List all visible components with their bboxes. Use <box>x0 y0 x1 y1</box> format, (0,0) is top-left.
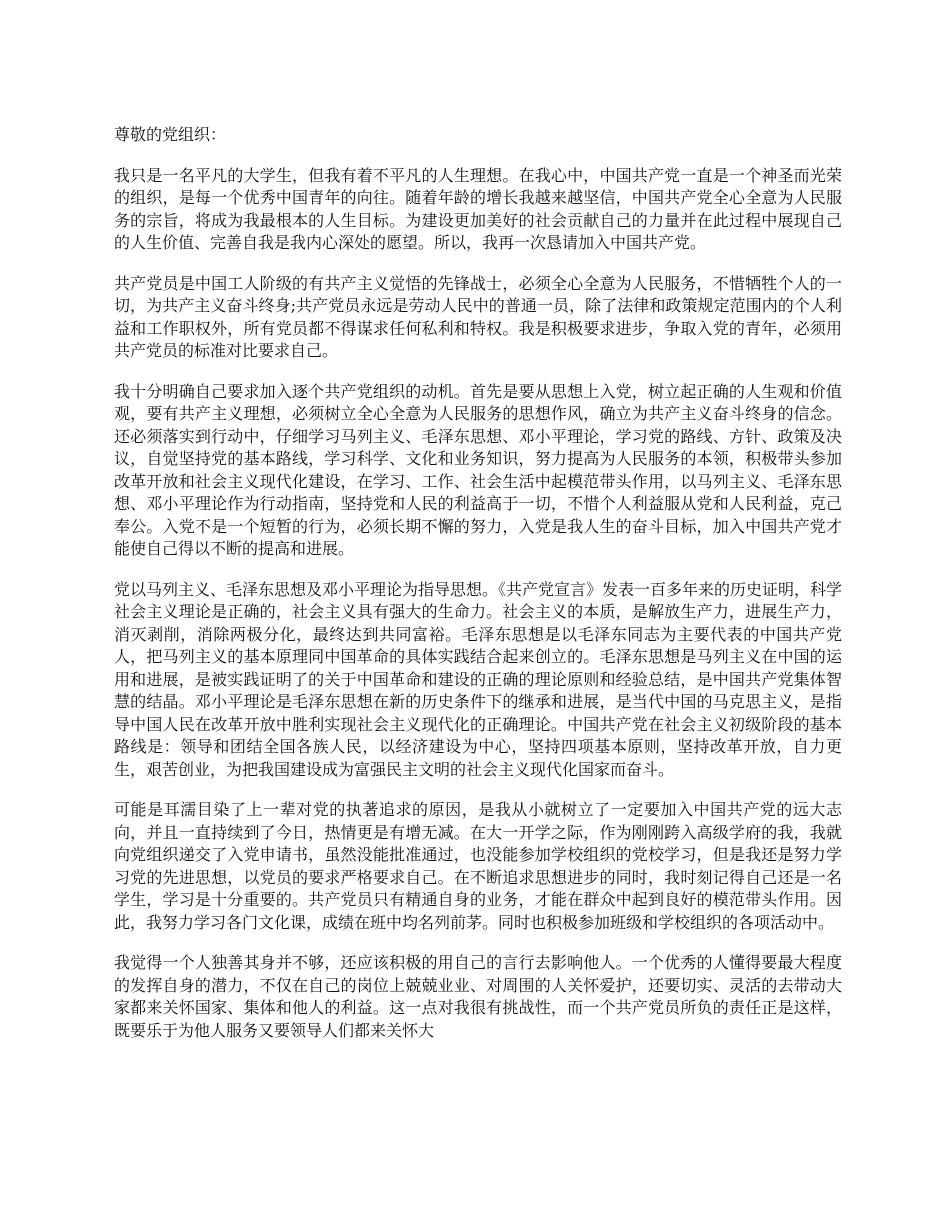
letter-page <box>114 124 842 1060</box>
paragraph-6: 我觉得一个人独善其身并不够，还应该积极的用自己的言行去影响他人。一个优秀的人懂得要最大程度的发挥自身的潜力，不仅在自己的岗位上兢兢业业、对周围的人关怀爱护，还要切实、灵活的去带动大家都来关怀国家、集体和他人的利益。这一点对我很有挑战性，而一个共产党员所负的责任正是这样，既要乐于为他人服务又要领导人们都来关怀大 <box>114 953 842 1040</box>
paragraph-1: 我只是一名平凡的大学生，但我有着不平凡的人生理想。在我心中，中国共产党一直是一个神圣而光荣的组织，是每一个优秀中国青年的向往。随着年龄的增长我越来越坚信，中国共产党全心全意为人民服务的宗旨，将成为我最根本的人生目标。为建设更加美好的社会贡献自己的力量并在此过程中展现自己的人生价值、完善自我是我内心深处的愿望。所以，我再一次恳请加入中国共产党。 <box>114 165 842 252</box>
paragraph-3: 我十分明确自己要求加入逐个共产党组织的动机。首先是要从思想上入党，树立起正确的人生观和价值观，要有共产主义理想，必须树立全心全意为人民服务的思想作风，确立为共产主义奋斗终身的信念。还必须落实到行动中，仔细学习马列主义、毛泽东思想、邓小平理论，学习党的路线、方针、政策及决议，自觉坚持党的基本路线，学习科学、文化和业务知识，努力提高为人民服务的本领，积极带头参加改革开放和社会主义现代化建设，在学习、工作、社会生活中起模范带头作用，以马列主义、毛泽东思想、邓小平理论作为行动指南，坚持党和人民的利益高于一切，不惜个人利益服从党和人民利益，克己奉公。入党不是一个短暂的行为，必须长期不懈的努力，入党是我人生的奋斗目标，加入中国共产党才能使自己得以不断的提高和进展。 <box>114 381 842 558</box>
paragraph-5: 可能是耳濡目染了上一辈对党的执著追求的原因，是我从小就树立了一定要加入中国共产党的远大志向，并且一直持续到了今日，热情更是有增无减。在大一开学之际，作为刚刚跨入高级学府的我，我就向党组织递交了入党申请书，虽然没能批准通过，也没能参加学校组织的党校学习，但是我还是努力学习党的先进思想，以党员的要求严格要求自己。在不断追求思想进步的同时，我时刻记得自己还是一名学生，学习是十分重要的。共产党员只有精通自身的业务，才能在群众中起到良好的模范带头作用。因此，我努力学习各门文化课，成绩在班中均名列前茅。同时也积极参加班级和学校组织的各项活动中。 <box>114 800 842 932</box>
salutation: 尊敬的党组织： <box>114 125 227 144</box>
paragraph-2: 共产党员是中国工人阶级的有共产主义觉悟的先锋战士，必须全心全意为人民服务，不惜牺牲个人的一切，为共产主义奋斗终身;共产党员永远是劳动人民中的普通一员，除了法律和政策规定范围内的个人利益和工作职权外，所有党员都不得谋求任何私利和特权。我是积极要求进步，争取入党的青年，必须用共产党员的标准对比要求自己。 <box>114 273 842 360</box>
paragraph-4: 党以马列主义、毛泽东思想及邓小平理论为指导思想。《共产党宣言》发表一百多年来的历史证明，科学社会主义理论是正确的，社会主义具有强大的生命力。社会主义的本质，是解放生产力，进展生产力，消灭剥削，消除两极分化，最终达到共同富裕。毛泽东思想是以毛泽东同志为主要代表的中国共产党人，把马列主义的基本原理同中国革命的具体实践结合起来创立的。毛泽东思想是马列主义在中国的运用和进展，是被实践证明了的关于中国革命和建设的正确的理论原则和经验总结，是中国共产党集体智慧的结晶。邓小平理论是毛泽东思想在新的历史条件下的继承和进展，是当代中国的马克思主义，是指导中国人民在改革开放中胜利实现社会主义现代化的正确理论。中国共产党在社会主义初级阶段的基本路线是：领导和团结全国各族人民，以经济建设为中心，坚持四项基本原则，坚持改革开放，自力更生，艰苦创业，为把我国建设成为富强民主文明的社会主义现代化国家而奋斗。 <box>114 579 843 779</box>
